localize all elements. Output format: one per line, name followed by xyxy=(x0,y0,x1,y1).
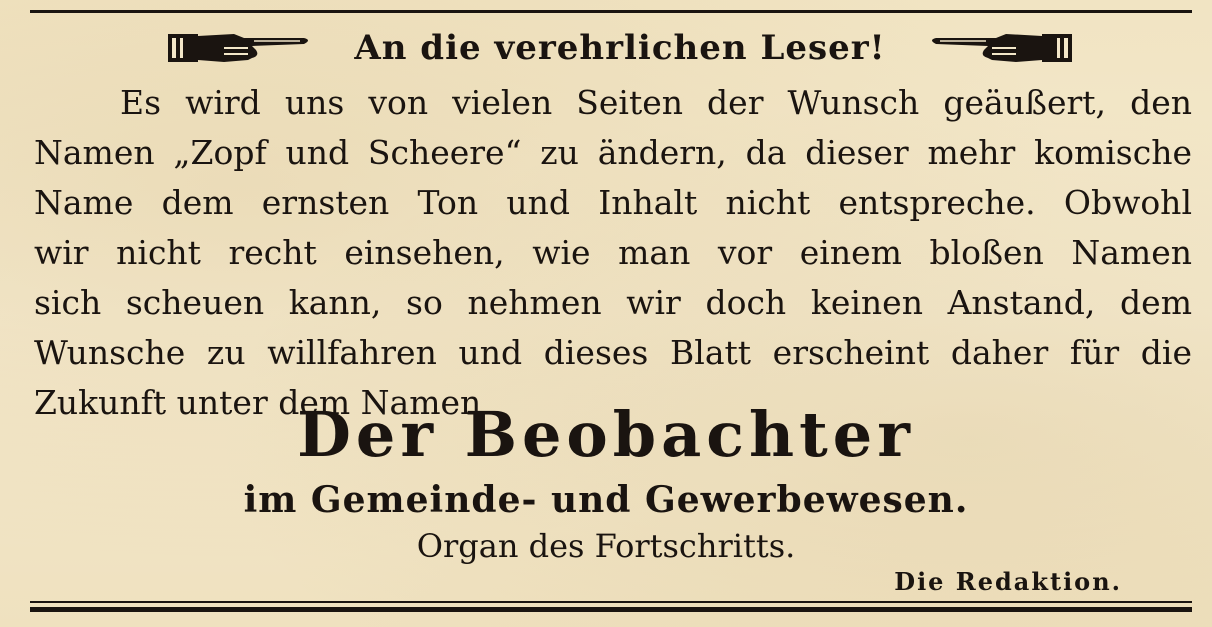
pointing-hand-right-icon xyxy=(164,26,314,70)
notice-heading: An die verehrlichen Leser! xyxy=(354,28,886,68)
body-line: wir nicht recht einsehen, wie man vor einem bloßen Namen xyxy=(34,233,1192,272)
body-line: Wunsche zu willfahren und dieses Blatt erscheint daher für die xyxy=(34,333,1192,372)
organ-line: Organ des Fortschritts. xyxy=(416,527,796,565)
bottom-rule-thick xyxy=(30,607,1192,612)
bottom-rule-thin xyxy=(30,601,1192,603)
heading-row xyxy=(140,24,1100,72)
body-line: Name dem ernsten Ton und Inhalt nicht entspreche. Obwohl xyxy=(34,183,1192,222)
new-newspaper-title: Der Beobachter xyxy=(297,398,915,471)
body-line: Zukunft unter dem Namen xyxy=(34,383,482,422)
new-newspaper-subtitle: im Gemeinde- und Gewerbewesen. xyxy=(243,479,969,521)
top-rule xyxy=(30,10,1192,13)
pointing-hand-left-icon xyxy=(926,26,1076,70)
body-line: Es wird uns von vielen Seiten der Wunsch geäußert, den xyxy=(120,83,1192,122)
body-line: sich scheuen kann, so nehmen wir doch keinen Anstand, dem xyxy=(34,283,1192,322)
body-line: Namen „Zopf und Scheere“ zu ändern, da dieser mehr komische xyxy=(34,133,1192,172)
notice-body xyxy=(34,78,1192,428)
editorial-signature: Die Redaktion. xyxy=(894,567,1122,596)
